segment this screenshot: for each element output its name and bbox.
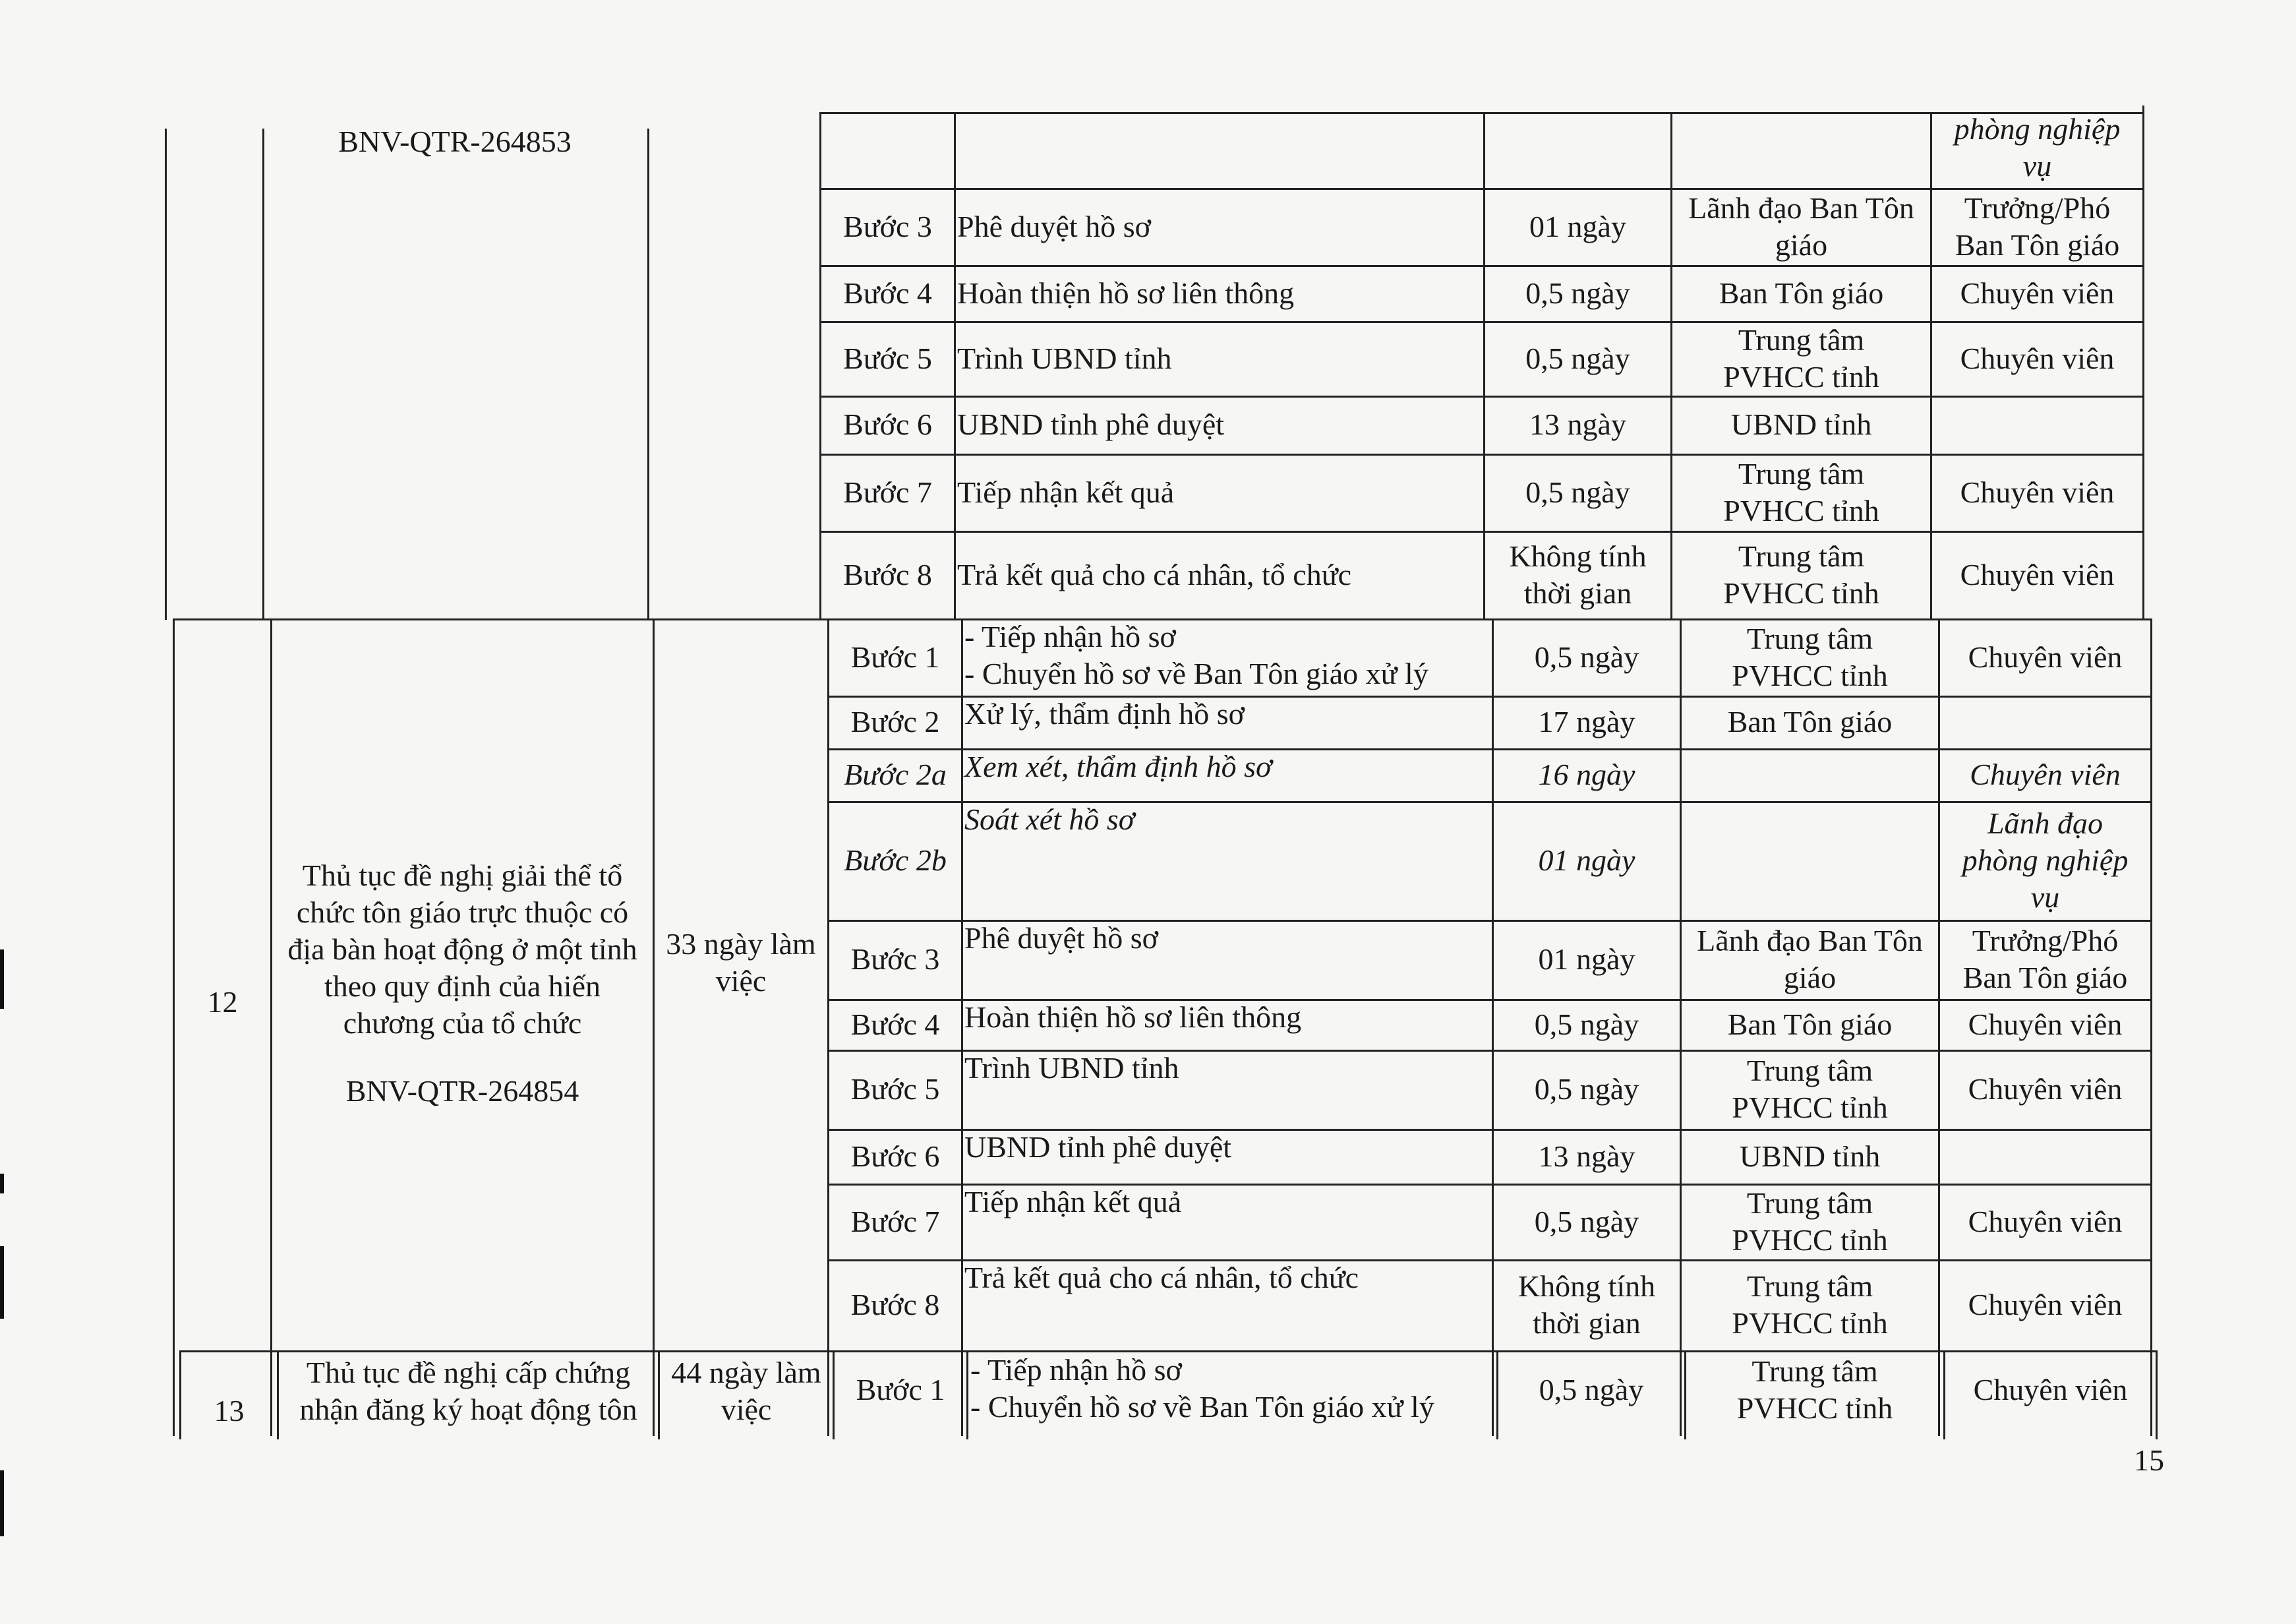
step-label: Bước 4 xyxy=(843,276,932,310)
step-content: Trình UBND tỉnh xyxy=(964,1051,1179,1085)
step-content: - Tiếp nhận hồ sơ - Chuyển hồ sơ về Ban Tôn giáo xử lý xyxy=(970,1353,1434,1424)
table-border xyxy=(647,129,649,620)
processing-duration: 33 ngày làm việc xyxy=(666,927,816,998)
step-content: Phê duyệt hồ sơ xyxy=(957,209,1151,243)
responsible-person: Chuyên viên xyxy=(1960,475,2115,509)
step-time: 0,5 ngày xyxy=(1534,640,1639,674)
processing-duration: 44 ngày làm việc xyxy=(671,1356,821,1426)
step-label: Bước 2b xyxy=(844,843,947,877)
step-label: Bước 5 xyxy=(843,341,932,375)
page-number: 15 xyxy=(2134,1443,2164,1477)
step-label: Bước 7 xyxy=(843,475,932,509)
responsible-person: Chuyên viên xyxy=(1970,758,2121,791)
responsible-person: Chuyên viên xyxy=(1968,640,2123,674)
step-unit: Trung tâm PVHCC tỉnh xyxy=(1732,1186,1888,1257)
responsible-person: phòng nghiệp vụ xyxy=(1954,111,2121,183)
responsible-person: Chuyên viên xyxy=(1968,1072,2123,1106)
scan-edge-mark xyxy=(0,1246,4,1319)
responsible-person: Trưởng/Phó Ban Tôn giáo xyxy=(1962,924,2128,994)
responsible-person: Chuyên viên xyxy=(1968,1288,2123,1321)
step-time: 0,5 ngày xyxy=(1525,475,1630,509)
responsible-person: Chuyên viên xyxy=(1960,557,2115,591)
step-content: UBND tỉnh phê duyệt xyxy=(964,1130,1232,1164)
step-content: Phê duyệt hồ sơ xyxy=(964,921,1158,955)
row-number: 13 xyxy=(214,1394,245,1428)
responsible-person: Chuyên viên xyxy=(1973,1372,2128,1406)
step-unit xyxy=(1682,801,1938,920)
step-content: Trình UBND tỉnh xyxy=(957,341,1172,375)
row-number: 12 xyxy=(207,985,238,1019)
step-time: Không tính thời gian xyxy=(1517,1269,1656,1340)
step-content: Xử lý, thẩm định hồ sơ xyxy=(964,697,1245,731)
step-time: 0,5 ngày xyxy=(1534,1072,1639,1106)
step-time: 01 ngày xyxy=(1529,209,1626,243)
step-time: 17 ngày xyxy=(1538,705,1635,738)
step-time: 13 ngày xyxy=(1529,407,1626,441)
procedure-code: BNV-QTR-264853 xyxy=(338,125,572,158)
step-unit: Trung tâm PVHCC tỉnh xyxy=(1732,1054,1888,1124)
table-border xyxy=(262,129,264,620)
step-time: 0,5 ngày xyxy=(1534,1007,1639,1041)
step-content: Soát xét hồ sơ xyxy=(964,802,1135,836)
step-unit: UBND tỉnh xyxy=(1739,1139,1881,1173)
step-content: Tiếp nhận kết quả xyxy=(957,475,1175,509)
step-unit: Trung tâm PVHCC tỉnh xyxy=(1723,539,1879,610)
step-label: Bước 2 xyxy=(850,705,940,738)
scan-edge-mark xyxy=(0,1470,4,1536)
step-time: 16 ngày xyxy=(1538,758,1635,791)
step-time: 0,5 ngày xyxy=(1525,341,1630,375)
step-time: Không tính thời gian xyxy=(1509,539,1647,610)
step-unit: Ban Tôn giáo xyxy=(1719,276,1884,310)
scan-edge-mark xyxy=(0,1174,4,1193)
step-label: Bước 3 xyxy=(843,209,932,243)
responsible-person: Chuyên viên xyxy=(1960,276,2115,310)
step-unit: Lãnh đạo Ban Tôn giáo xyxy=(1688,191,1914,262)
responsible-person: Chuyên viên xyxy=(1968,1007,2123,1041)
step-content: - Tiếp nhận hồ sơ - Chuyển hồ sơ về Ban Tôn giáo xử lý xyxy=(964,620,1428,690)
responsible-person: Chuyên viên xyxy=(1960,341,2115,375)
step-content: Trả kết quả cho cá nhân, tổ chức xyxy=(964,1261,1359,1294)
step-content: Tiếp nhận kết quả xyxy=(964,1185,1182,1218)
step-label: Bước 1 xyxy=(856,1372,945,1406)
step-time: 01 ngày xyxy=(1538,843,1635,877)
table-border xyxy=(966,1350,968,1439)
step-label: Bước 4 xyxy=(850,1007,940,1041)
step-unit: Lãnh đạo Ban Tôn giáo xyxy=(1697,924,1923,994)
procedure-name: Thủ tục đề nghị cấp chứng nhận đăng ký hoạt động tôn xyxy=(299,1356,637,1426)
table-border xyxy=(2150,618,2152,1436)
step-content: UBND tỉnh phê duyệt xyxy=(957,407,1225,441)
scan-edge-mark xyxy=(0,949,4,1009)
step-time: 01 ngày xyxy=(1538,942,1635,976)
step-label: Bước 7 xyxy=(850,1204,940,1238)
step-unit: UBND tỉnh xyxy=(1730,407,1872,441)
step-content: Hoàn thiện hồ sơ liên thông xyxy=(957,276,1295,310)
step-unit: Ban Tôn giáo xyxy=(1727,705,1893,738)
table-border xyxy=(653,618,655,1436)
step-unit xyxy=(1682,748,1938,801)
step-label: Bước 5 xyxy=(850,1072,940,1106)
table-border xyxy=(2142,105,2144,620)
table-border xyxy=(961,618,963,1436)
procedure-code: BNV-QTR-264854 xyxy=(345,1074,579,1108)
procedure-name: Thủ tục đề nghị giải thể tổ chức tôn giáo trực thuộc có địa bàn hoạt động ở một tỉnh theo quy định của hiến chương của tổ chức xyxy=(287,858,637,1040)
step-time: 13 ngày xyxy=(1538,1139,1635,1173)
step-unit: Trung tâm PVHCC tỉnh xyxy=(1723,322,1879,394)
step-unit: Trung tâm PVHCC tỉnh xyxy=(1723,456,1879,527)
step-unit: Trung tâm PVHCC tỉnh xyxy=(1732,1269,1888,1340)
step-unit: Ban Tôn giáo xyxy=(1727,1007,1893,1041)
responsible-person: Chuyên viên xyxy=(1968,1204,2123,1238)
step-content: Hoàn thiện hồ sơ liên thông xyxy=(964,1000,1302,1034)
responsible-person: Trưởng/Phó Ban Tôn giáo xyxy=(1955,191,2120,262)
table-border xyxy=(165,129,167,620)
step-label: Bước 1 xyxy=(850,640,940,674)
responsible-person xyxy=(1932,396,2142,454)
step-unit: Trung tâm PVHCC tỉnh xyxy=(1732,621,1888,692)
step-time: 0,5 ngày xyxy=(1539,1372,1644,1406)
step-label: Bước 8 xyxy=(843,557,932,591)
step-label: Bước 8 xyxy=(850,1288,940,1321)
step-unit: Trung tâm PVHCC tỉnh xyxy=(1736,1354,1893,1425)
responsible-person xyxy=(1940,1129,2150,1184)
responsible-person: Lãnh đạo phòng nghiệp vụ xyxy=(1962,806,2129,914)
step-label: Bước 2a xyxy=(844,758,947,791)
step-time: 0,5 ngày xyxy=(1534,1204,1639,1238)
step-time: 0,5 ngày xyxy=(1525,276,1630,310)
step-label: Bước 6 xyxy=(843,407,932,441)
step-content: Xem xét, thẩm định hồ sơ xyxy=(964,750,1272,783)
responsible-person xyxy=(1940,696,2150,748)
step-content: Trả kết quả cho cá nhân, tổ chức xyxy=(957,557,1352,591)
step-label: Bước 6 xyxy=(850,1139,940,1173)
table-border xyxy=(2156,1350,2158,1439)
step-label: Bước 3 xyxy=(850,942,940,976)
